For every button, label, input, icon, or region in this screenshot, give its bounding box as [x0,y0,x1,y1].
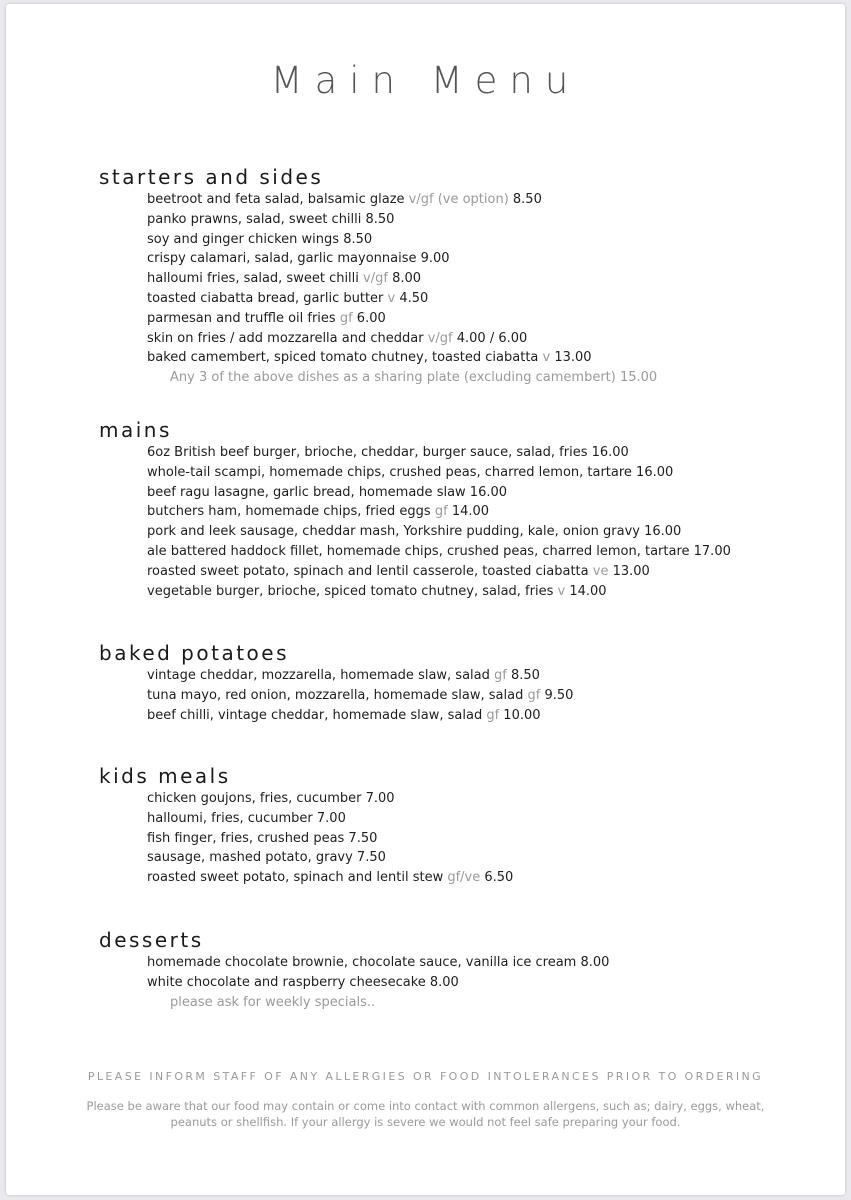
menu-item-text: halloumi, fries, cucumber 7.00 [147,810,346,826]
dietary-tag: v [387,290,396,306]
menu-item-text: beef ragu lasagne, garlic bread, homemade slaw 16.00 [147,484,508,500]
allergy-notice: Please be aware that our food may contain or come into contact with common allergens, such as; dairy, eggs, wheat, peanuts or shellfish. If your allergy is severe we would not feel safe preparing your food. [86,1099,765,1129]
section-note: Any 3 of the above dishes as a sharing plate (excluding camembert) 15.00 [170,370,658,386]
menu-item [147,953,845,973]
dietary-tag: v [557,583,566,599]
dietary-tag: ve [592,563,609,579]
menu-item-price: 4.00 / 6.00 [452,330,528,346]
menu-item [147,230,845,250]
item-list [99,443,845,601]
dietary-tag: gf/ve [447,870,481,886]
menu-item [147,329,845,349]
menu-item [147,249,845,269]
menu-item-text: vintage cheddar, mozzarella, homemade slaw, salad [147,668,495,683]
dietary-tag: gf [434,504,448,520]
dietary-tag: v [542,350,551,366]
menu-item-price: 10.00 [499,707,541,723]
menu-item-text: ale battered haddock fillet, homemade chips, crushed peas, charred lemon, tartare 17.00 [147,543,731,559]
menu-item [147,562,845,582]
menu-item-text: vegetable burger, brioche, spiced tomato chutney, salad, fries [147,583,558,599]
item-list [99,789,845,888]
section-heading: baked potatoes [99,641,290,665]
section-heading: mains [99,418,172,442]
menu-item [147,309,845,329]
menu-item [147,348,845,368]
menu-item [147,502,845,522]
section-note: please ask for weekly specials.. [170,994,376,1010]
section-heading: kids meals [99,764,231,788]
item-list [99,190,845,368]
menu-item-price: 13.00 [608,563,650,579]
menu-item [147,483,845,503]
menu-item-text: tuna mayo, red onion, mozzarella, homemade slaw, salad [147,687,528,703]
section-heading: starters and sides [99,165,324,189]
menu-item [147,210,845,230]
dietary-tag: v/gf [363,271,388,287]
menu-item-text: fish finger, fries, crushed peas 7.50 [147,830,378,846]
menu-item [147,706,845,726]
menu-item-text: chicken goujons, fries, cucumber 7.00 [147,791,395,806]
item-list [99,953,845,993]
menu-item [147,190,845,210]
menu-item [147,443,845,463]
menu-item-price: 8.50 [508,192,542,207]
menu-item-text: butchers ham, homemade chips, fried eggs [147,504,435,520]
menu-item [147,973,845,993]
menu-page [6,4,845,1195]
menu-item [147,829,845,849]
menu-item-price: 9.50 [540,687,574,703]
section-kids-meals [99,763,845,888]
menu-item-text: sausage, mashed potato, gravy 7.50 [147,850,386,866]
menu-item-text: parmesan and truffle oil fries [147,310,340,326]
menu-item [147,809,845,829]
dietary-tag: gf [527,687,541,703]
section-mains [99,417,845,601]
menu-item-text: halloumi fries, salad, sweet chilli [147,271,364,287]
menu-item-text: white chocolate and raspberry cheesecake 8.00 [147,974,459,990]
menu-item-text: 6oz British beef burger, brioche, cheddar, burger sauce, salad, fries 16.00 [147,445,629,460]
menu-item-price: 6.50 [480,870,514,886]
section-starters [99,164,845,388]
menu-item-text: beetroot and feta salad, balsamic glaze [147,192,409,207]
section-desserts [99,927,845,1012]
menu-item [147,666,845,686]
page-title: Main Menu [270,59,581,102]
menu-item [147,582,845,602]
menu-item-text: homemade chocolate brownie, chocolate sauce, vanilla ice cream 8.00 [147,955,610,970]
menu-item-text: baked camembert, spiced tomato chutney, toasted ciabatta [147,350,543,366]
menu-item-text: toasted ciabatta bread, garlic butter [147,290,388,306]
section-baked-potatoes [99,640,845,725]
menu-item [147,269,845,289]
menu-item-price: 6.00 [352,310,386,326]
menu-item [147,463,845,483]
menu-item [147,686,845,706]
dietary-tag: gf [339,310,353,326]
menu-item-text: roasted sweet potato, spinach and lentil stew [147,870,448,886]
menu-item [147,542,845,562]
section-heading: desserts [99,928,204,952]
menu-item-text: soy and ginger chicken wings 8.50 [147,231,373,247]
menu-item [147,789,845,809]
menu-item-text: crispy calamari, salad, garlic mayonnaise 9.00 [147,251,450,267]
menu-item [147,868,845,888]
menu-item-price: 4.50 [395,290,429,306]
menu-item-price: 13.00 [550,350,592,366]
menu-item-price: 14.00 [447,504,490,520]
menu-item-text: whole-tail scampi, homemade chips, crushed peas, charred lemon, tartare 16.00 [147,464,674,480]
menu-item-text: skin on fries / add mozzarella and cheddar [147,330,428,346]
menu-item-price: 8.00 [387,271,422,287]
item-list [99,666,845,725]
dietary-tag: gf [486,707,500,723]
menu-item [147,848,845,868]
menu-item-text: roasted sweet potato, spinach and lentil casserole, toasted ciabatta [147,563,593,579]
menu-item [147,289,845,309]
menu-item-text: pork and leek sausage, cheddar mash, Yorkshire pudding, kale, onion gravy 16.00 [147,524,682,540]
dietary-tag: gf [494,668,507,683]
menu-item-text: beef chilli, vintage cheddar, homemade slaw, salad [147,707,487,723]
dietary-tag: v/gf (ve option) [408,192,509,207]
menu-item-price: 8.50 [506,668,540,683]
menu-item-price: 14.00 [565,583,607,599]
menu-item-text: panko prawns, salad, sweet chilli 8.50 [147,211,395,227]
allergy-heading: PLEASE INFORM STAFF OF ANY ALLERGIES OR FOOD INTOLERANCES PRIOR TO ORDERING [87,1070,764,1083]
menu-item [147,522,845,542]
dietary-tag: v/gf [427,330,453,346]
